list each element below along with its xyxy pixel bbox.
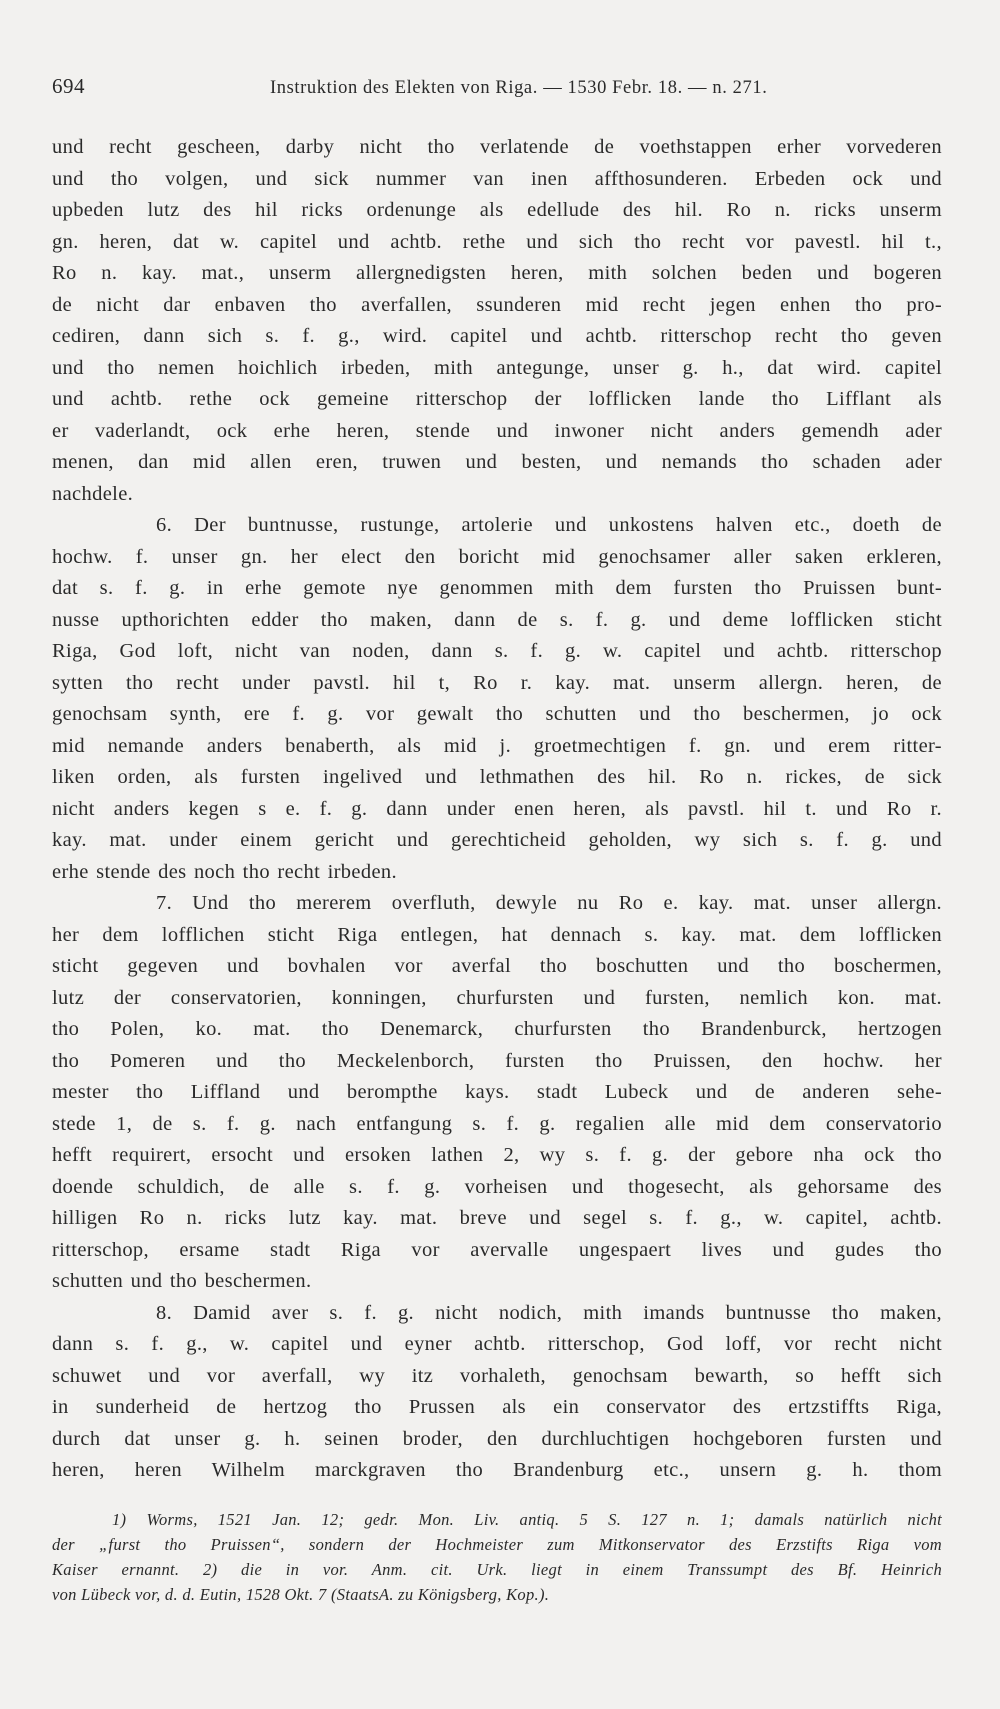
page-number: 694 (52, 74, 85, 98)
text-line: dann s. f. g., w. capitel und eyner achtb. ritterschop, God loff, vor recht nicht (52, 1333, 942, 1355)
paragraph-7-start: 7. Und tho mererem overfluth, dewyle nu Ro e. kay. mat. unser allergn. (156, 892, 942, 914)
text-line: tho Pomeren und tho Meckelenborch, fursten tho Pruissen, den hochw. her (52, 1049, 942, 1072)
text-line: hefft requirert, ersocht und ersoken lathen 2, wy s. f. g. der gebore nha ock tho (52, 1144, 942, 1166)
running-title: Instruktion des Elekten von Riga. — 1530 Febr. 18. — n. 271. (270, 78, 768, 98)
text-line: stede 1, de s. f. g. nach entfangung s. f. g. regalien alle mid dem conservatorio (52, 1112, 942, 1135)
text-line: erhe stende des noch tho recht irbeden. (52, 860, 397, 883)
text-line: nicht anders kegen s e. f. g. dann under enen heren, als pavstl. hil t. und Ro r. (52, 797, 942, 820)
text-line: mid nemande anders benaberth, als mid j. groetmechtigen f. gn. und erem ritter- (52, 734, 942, 757)
text-line: gn. heren, dat w. capitel und achtb. rethe und sich tho recht vor pavestl. hil t., (52, 230, 942, 253)
paragraph-6-start: 6. Der buntnusse, rustunge, artolerie und unkostens halven etc., doeth de (156, 514, 942, 536)
text-line: doende schuldich, de alle s. f. g. vorheisen und thogesecht, als gehorsame des (52, 1175, 942, 1198)
text-line: liken orden, als fursten ingelived und lethmathen des hil. Ro n. rickes, de sick (52, 766, 942, 788)
footnote-line: von Lübeck vor, d. d. Eutin, 1528 Okt. 7 (StaatsA. zu Königsberg, Kop.). (52, 1585, 550, 1604)
text-line: und achtb. rethe ock gemeine ritterschop der lofflicken lande tho Lifflant als (52, 388, 942, 410)
paragraph-8-start: 8. Damid aver s. f. g. nicht nodich, mith imands buntnusse tho maken, (156, 1301, 942, 1324)
text-line: Ro n. kay. mat., unserm allergnedigsten heren, mith solchen beden und bogeren (52, 262, 942, 284)
text-line: hochw. f. unser gn. her elect den boricht mid genochsamer aller saken erkleren, (52, 545, 942, 568)
body-text (52, 132, 942, 1518)
text-line: heren, heren Wilhelm marckgraven tho Brandenburg etc., unsern g. h. thom (52, 1459, 942, 1481)
text-line: genochsam synth, ere f. g. vor gewalt tho schutten und tho beschermen, jo ock (52, 703, 942, 725)
text-line: in sunderheid de hertzog tho Prussen als ein conservator des ertzstiffts Riga, (52, 1396, 942, 1418)
text-line: tho Polen, ko. mat. tho Denemarck, churfursten tho Brandenburck, hertzogen (52, 1018, 942, 1040)
text-line: sticht gegeven und bovhalen vor averfal tho boschutten und tho boschermen, (52, 955, 942, 977)
text-line: und tho volgen, und sick nummer van inen affthosunderen. Erbeden ock und (52, 167, 942, 190)
text-line: ritterschop, ersame stadt Riga vor avervalle ungespaert lives und gudes tho (52, 1238, 942, 1261)
text-line: de nicht dar enbaven tho averfallen, ssunderen mid recht jegen enhen tho pro- (52, 293, 942, 316)
text-line: Riga, God loft, nicht van noden, dann s. f. g. w. capitel und achtb. ritterschop (52, 640, 942, 662)
footnote-line: Kaiser ernannt. 2) die in vor. Anm. cit. Urk. liegt in einem Transsumpt des Bf. Heinrich (52, 1560, 942, 1579)
text-line: schutten und tho beschermen. (52, 1270, 312, 1292)
text-line: nusse upthorichten edder tho maken, dann de s. f. g. und deme lofflicken sticht (52, 608, 942, 631)
text-line: kay. mat. under einem gericht und gerechticheid geholden, wy sich s. f. g. und (52, 829, 942, 851)
running-head (52, 74, 940, 106)
text-line: lutz der conservatorien, konningen, churfursten und fursten, nemlich kon. mat. (52, 986, 942, 1009)
text-line: schuwet und vor averfall, wy itz vorhaleth, genochsam bewarth, so hefft sich (52, 1364, 942, 1387)
text-line: upbeden lutz des hil ricks ordenunge als edellude des hil. Ro n. ricks unserm (52, 199, 942, 221)
text-line: und tho nemen hoichlich irbeden, mith antegunge, unser g. h., dat wird. capitel (52, 356, 942, 379)
text-line: und recht gescheen, darby nicht tho verlatende de voethstappen erher vorvederen (52, 136, 942, 158)
text-line: dat s. f. g. in erhe gemote nye genommen mith dem fursten tho Pruissen bunt- (52, 577, 942, 599)
footnote-line: 1) Worms, 1521 Jan. 12; gedr. Mon. Liv. antiq. 5 S. 127 n. 1; damals natürlich nicht (112, 1510, 942, 1529)
footnote-line: der „furst tho Pruissen“, sondern der Hochmeister zum Mitkonservator des Erzstifts Riga vom (52, 1535, 942, 1554)
text-line: her dem lofflichen sticht Riga entlegen, hat dennach s. kay. mat. dem lofflicken (52, 923, 942, 946)
text-line: nachdele. (52, 482, 134, 505)
text-line: cediren, dann sich s. f. g., wird. capitel und achtb. ritterschop recht tho geven (52, 325, 942, 347)
footnotes (52, 1507, 942, 1607)
text-line: hilligen Ro n. ricks lutz kay. mat. breve und segel s. f. g., w. capitel, achtb. (52, 1207, 942, 1229)
text-line: mester tho Liffland und berompthe kays. stadt Lubeck und de anderen sehe- (52, 1081, 942, 1103)
text-line: durch dat unser g. h. seinen broder, den durchluchtigen hochgeboren fursten und (52, 1427, 942, 1450)
text-line: menen, dan mid allen eren, truwen und besten, und nemands tho schaden ader (52, 451, 942, 473)
text-line: er vaderlandt, ock erhe heren, stende und inwoner nicht anders gemendh ader (52, 419, 942, 442)
text-line: sytten tho recht under pavstl. hil t, Ro r. kay. mat. unserm allergn. heren, de (52, 671, 942, 694)
